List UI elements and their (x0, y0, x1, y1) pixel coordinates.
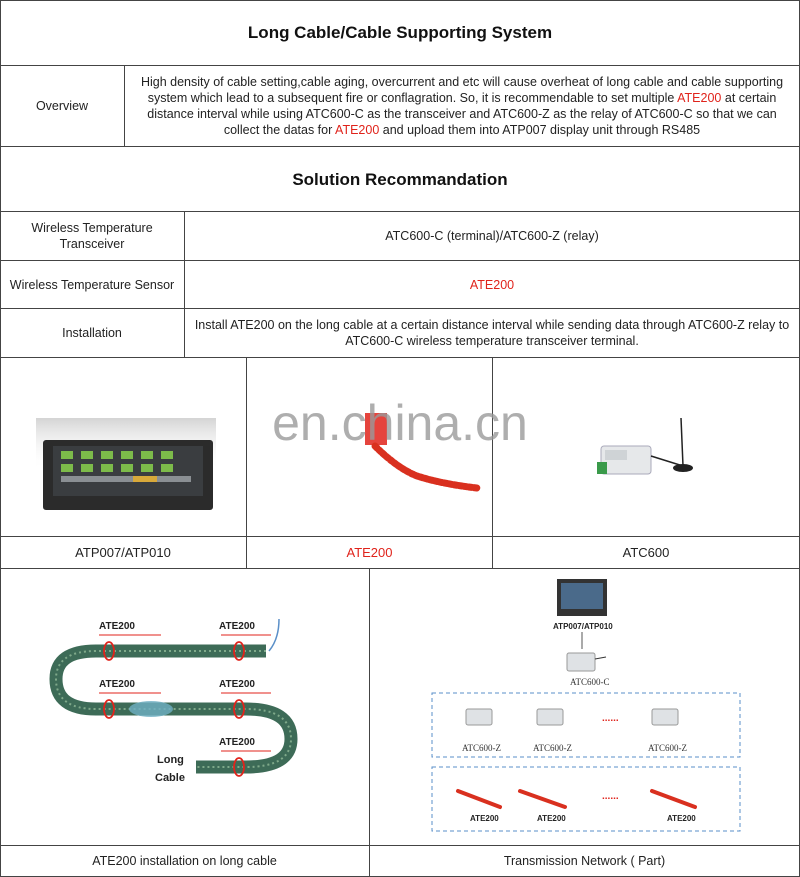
overview-text-part: at certain distance interval while using ATC600-C as the transceiver and ATC600-Z as the relay of ATC600-C so that we can collect the datas for (147, 91, 777, 137)
caption-ate200: ATE200 (346, 544, 393, 560)
ellipsis: ...... (602, 713, 619, 724)
overview-text (125, 66, 799, 146)
ate200-label: ATE200 (219, 621, 255, 632)
caption-atp007: ATP007/ATP010 (75, 544, 171, 560)
sensor-value: ATE200 (469, 277, 515, 292)
ate200-highlight: ATE200 (677, 91, 722, 105)
transceiver-label: Wireless Temperature Transceiver (31, 221, 153, 251)
transmission-network-diagram (370, 569, 799, 845)
divider (0, 146, 800, 147)
watermark: en.china.cn (272, 395, 528, 451)
ate200-label: ATE200 (537, 814, 566, 823)
caption-cable-installation: ATE200 installation on long cable (92, 854, 277, 868)
long-cable-label: Long (157, 754, 184, 766)
installation-value: Install ATE200 on the long cable at a certain distance interval while sending data through ATC600-Z relay to ATC600-C wireless temperature transceiver terminal. (194, 318, 790, 348)
ate200-label: ATE200 (667, 814, 696, 823)
ate200-label: ATE200 (99, 679, 135, 690)
overview-text-part: High density of cable setting,cable aging, overcurrent and etc will cause overheat of long cable and cable supporting system which lead to a subsequent fire or conflagration. So, it is recommendable to set multiple (140, 75, 784, 105)
display-label: ATP007/ATP010 (553, 622, 613, 631)
transceiver-value: ATC600-C (terminal)/ATC600-Z (relay) (385, 229, 599, 243)
ate200-label: ATE200 (219, 737, 255, 748)
installation-label: Installation (62, 326, 122, 340)
terminal-label: ATC600-C (570, 677, 610, 687)
cable-installation-diagram (1, 569, 369, 845)
ellipsis: ...... (602, 791, 619, 802)
overview-text-part: and upload them into ATP007 display unit through RS485 (379, 123, 701, 137)
relay-label: ATC600-Z (533, 743, 572, 753)
sensor-label: Wireless Temperature Sensor (9, 277, 175, 292)
ate200-highlight: ATE200 (335, 123, 380, 137)
divider (184, 212, 185, 357)
relay-label: ATC600-Z (462, 743, 501, 753)
relay-label: ATC600-Z (648, 743, 687, 753)
caption-atc600: ATC600 (622, 544, 670, 560)
caption-transmission-network: Transmission Network ( Part) (503, 854, 666, 868)
frame-top (0, 0, 800, 1)
page-title: Long Cable/Cable Supporting System (247, 23, 553, 42)
ate200-label: ATE200 (219, 679, 255, 690)
overview-label: Overview (35, 99, 89, 113)
ate200-label: ATE200 (99, 621, 135, 632)
long-cable-label: Cable (155, 772, 185, 784)
solution-title: Solution Recommandation (292, 170, 508, 189)
ate200-label: ATE200 (470, 814, 499, 823)
